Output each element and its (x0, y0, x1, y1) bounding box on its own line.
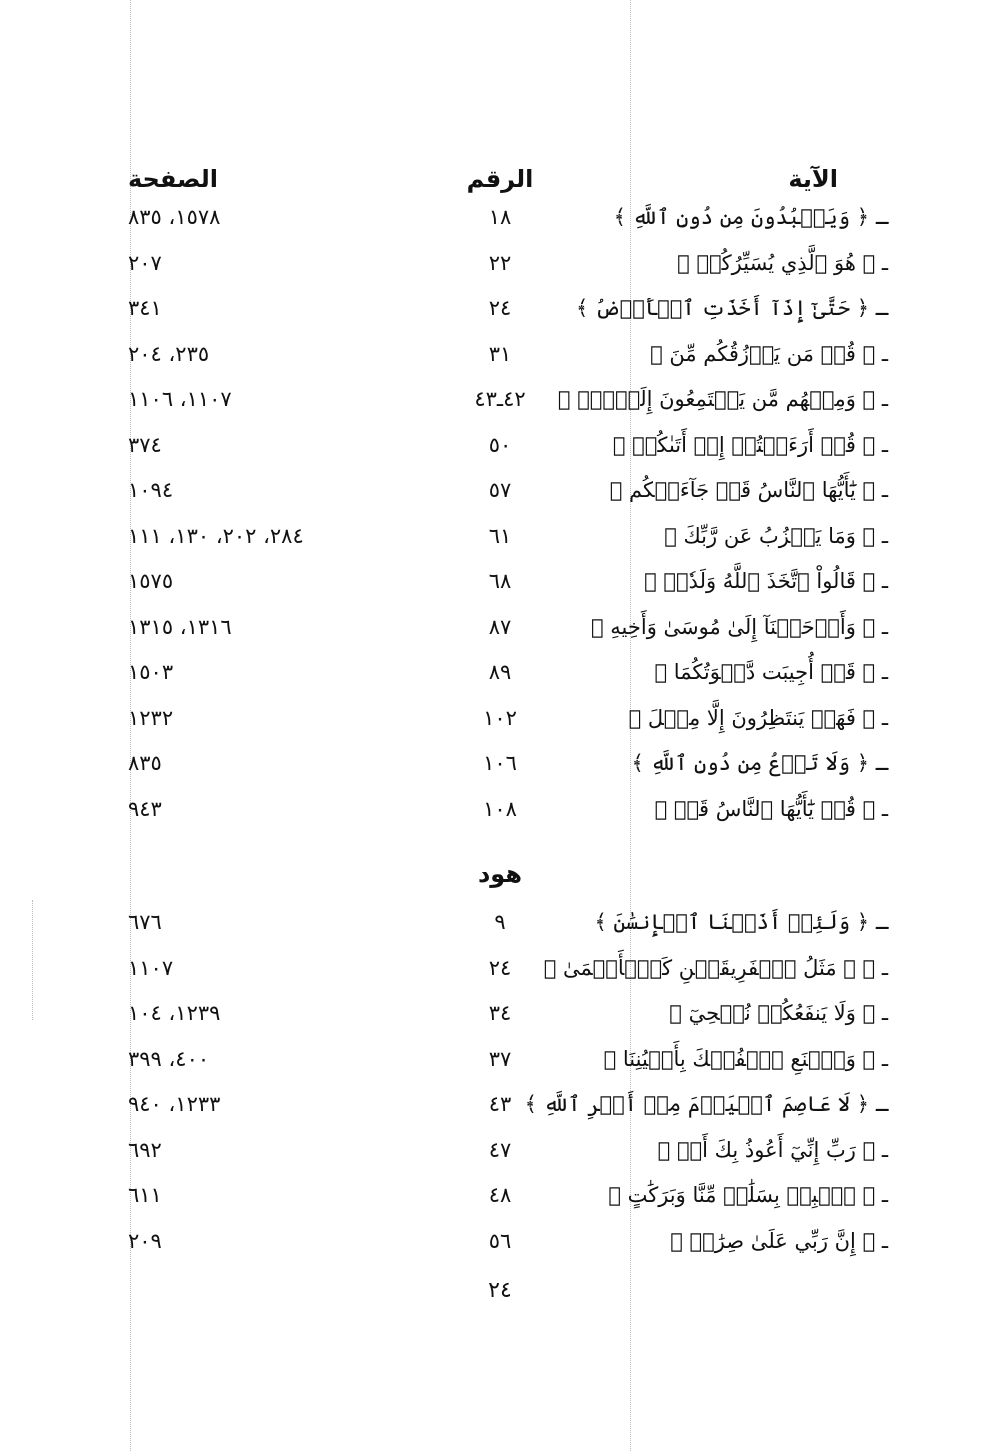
page-reference: ٢٠٧ (128, 250, 162, 275)
table-row (0, 569, 1000, 613)
verse-number: ٩ (494, 910, 506, 934)
verse-number: ١٠٢ (483, 705, 517, 730)
verse-number: ٨٧ (488, 614, 512, 639)
verse-number: ٥٠ (488, 432, 512, 457)
surah-title: هود (477, 860, 522, 888)
table-row (0, 1001, 1000, 1045)
header-number: الرقم (466, 165, 534, 193)
verse-text: ـ ﴿ هُوَ ٱلَّذِي يُسَيِّرُكُمۡ ﴾ (677, 250, 888, 275)
page-reference: ٢٨٤، ٢٠٢، ١٣٠، ١١١ (128, 523, 304, 548)
page-reference: ٦١١ (128, 1183, 162, 1207)
verse-text: ـ ﴿ إِنَّ رَبِّي عَلَىٰ صِرَٰطٖ ﴾ (670, 1228, 888, 1253)
table-row (0, 956, 1000, 1000)
verse-number: ١٠٨ (483, 796, 517, 821)
verse-text: ـ ﴿ ۞ مَثَلُ ٱلۡفَرِيقَيۡنِ كَٱلۡأَعۡمَىٰ ﴾ (543, 955, 888, 980)
header-page: الصفحة (128, 165, 219, 193)
verse-text: ـ ﴿ قُلۡ يَٰٓأَيُّهَا ٱلنَّاسُ قَدۡ ﴾ (654, 796, 888, 821)
page-number: ٢٤ (488, 1278, 512, 1303)
verse-text: ـ ﴿ وَلَا تَدۡعُ مِن دُونِ ٱللَّهِ ﴾ (631, 751, 888, 775)
table-row (0, 205, 1000, 249)
table-row (0, 251, 1000, 295)
table-row (0, 296, 1000, 340)
verse-text: ـ ﴿ وَمَا يَعۡزُبُ عَن رَّبِّكَ ﴾ (664, 523, 888, 548)
verse-number: ٢٤ (488, 955, 512, 980)
table-row (0, 342, 1000, 386)
table-row (0, 478, 1000, 522)
verse-number: ٣١ (488, 341, 512, 366)
verse-text: ـ ﴿ وَٱصۡنَعِ ٱلۡفُلۡكَ بِأَعۡيُنِنَا ﴾ (603, 1046, 888, 1071)
page-reference: ٣٤١ (128, 296, 162, 320)
verse-number: ١٠٦ (483, 751, 517, 775)
verse-number: ٤٧ (488, 1137, 512, 1162)
table-row (0, 524, 1000, 568)
page-reference: ٦٩٢ (128, 1137, 162, 1162)
verse-number: ٥٧ (488, 478, 512, 502)
page-reference: ٣٧٤ (128, 432, 162, 457)
verse-number: ٤٢ـ٤٣ (474, 387, 526, 411)
table-row (0, 1047, 1000, 1091)
page-reference: ١٠٩٤ (128, 478, 174, 502)
verse-number: ٢٢ (488, 250, 512, 275)
verse-text: ـ ﴿ ٱهۡبِطۡ بِسَلَٰمٖ مِّنَّا وَبَرَكَٰتٍ ﴾ (608, 1183, 888, 1207)
verse-number: ٢٤ (488, 296, 512, 320)
table-row (0, 706, 1000, 750)
verse-text: ـ ﴿ قُلۡ مَن يَرۡزُقُكُم مِّنَ ﴾ (650, 341, 888, 366)
page-reference: ٦٧٦ (128, 910, 162, 934)
page-reference: ٤٠٠، ٣٩٩ (128, 1046, 210, 1071)
verse-text: ـ ﴿ قَدۡ أُجِيبَت دَّعۡوَتُكُمَا ﴾ (654, 660, 888, 684)
verse-text: ـ ﴿ وَلَا يَنفَعُكُمۡ نُصۡحِيٓ ﴾ (669, 1001, 888, 1025)
page-reference: ١١٠٧ (128, 955, 174, 980)
verse-number: ٥٦ (488, 1228, 512, 1253)
table-row (0, 1138, 1000, 1182)
table-row (0, 910, 1000, 954)
verse-text: ـ ﴿ حَتَّىٰٓ إِذَآ أَخَذَتِ ٱلۡأَرۡضُ ﴾ (576, 296, 888, 320)
table-row (0, 387, 1000, 431)
verse-text: ـ ﴿ وَيَعۡبُدُونَ مِن دُونِ ٱللَّهِ ﴾ (613, 205, 888, 229)
verse-number: ٣٧ (488, 1046, 512, 1071)
verse-number: ٤٨ (488, 1183, 512, 1207)
table-row (0, 797, 1000, 841)
table-row (0, 1229, 1000, 1273)
verse-number: ٦٨ (488, 569, 512, 593)
page-reference: ٨٣٥ (128, 751, 162, 775)
verse-text: ـ ﴿ يَٰٓأَيُّهَا ٱلنَّاسُ قَدۡ جَآءَتۡكُم ﴾ (609, 478, 888, 502)
verse-text: ـ ﴿ قَالُواْ ٱتَّخَذَ ٱللَّهُ وَلَدٗاۗ ﴾ (644, 569, 888, 593)
verse-number: ٤٣ (488, 1092, 512, 1116)
verse-number: ٨٩ (488, 660, 512, 684)
page-reference: ٢٠٩ (128, 1228, 162, 1253)
verse-text: ـ ﴿ فَهَلۡ يَنتَظِرُونَ إِلَّا مِثۡلَ ﴾ (628, 705, 888, 730)
table-row (0, 1183, 1000, 1227)
page-reference: ١١٠٧، ١١٠٦ (128, 387, 232, 411)
verse-text: ـ ﴿ وَلَئِنۡ أَذَقۡنَا ٱلۡإِنسَٰنَ ﴾ (594, 910, 888, 934)
page-reference: ١٢٣٣، ٩٤٠ (128, 1092, 221, 1116)
page-reference: ٩٤٣ (128, 796, 162, 821)
verse-number: ١٨ (488, 205, 512, 229)
table-row (0, 1092, 1000, 1136)
verse-text: ـ ﴿ رَبِّ إِنِّيٓ أَعُوذُ بِكَ أَنۡ ﴾ (657, 1137, 888, 1162)
table-row (0, 751, 1000, 795)
header-verse: الآية (788, 165, 838, 193)
page-reference: ١٥٧٨، ٨٣٥ (128, 205, 221, 229)
page-reference: ١٢٣٩، ١٠٤ (128, 1001, 221, 1025)
verse-text: ـ ﴿ وَمِنۡهُم مَّن يَسۡتَمِعُونَ إِلَيۡكَۚ ﴾ (557, 387, 888, 411)
table-row (0, 615, 1000, 659)
verse-text: ـ ﴿ قُلۡ أَرَءَيۡتُمۡ إِنۡ أَتَىٰكُمۡ ﴾ (612, 432, 888, 457)
table-row (0, 433, 1000, 477)
page-reference: ١٥٠٣ (128, 660, 174, 684)
page-reference: ١٣١٦، ١٣١٥ (128, 614, 232, 639)
verse-text: ـ ﴿ لَا عَاصِمَ ٱلۡيَوۡمَ مِنۡ أَمۡرِ ٱللَّهِ ﴾ (524, 1092, 888, 1116)
verse-number: ٣٤ (488, 1001, 512, 1025)
table-row (0, 660, 1000, 704)
verse-number: ٦١ (488, 523, 512, 548)
page-reference: ١٥٧٥ (128, 569, 174, 593)
verse-text: ـ ﴿ وَأَوۡحَيۡنَآ إِلَىٰ مُوسَىٰ وَأَخِيهِ ﴾ (591, 614, 888, 639)
page-reference: ٢٣٥، ٢٠٤ (128, 341, 210, 366)
page-reference: ١٢٣٢ (128, 705, 174, 730)
